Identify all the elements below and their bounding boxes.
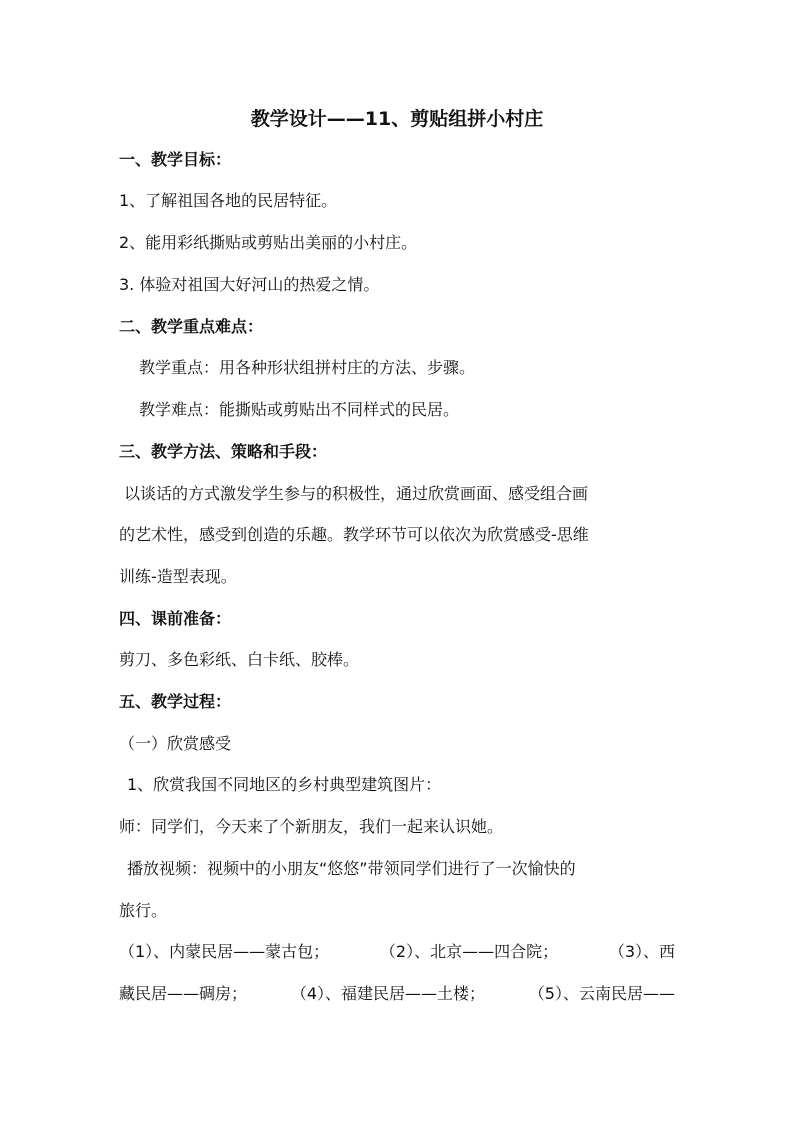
method-paragraph-line-2: 的艺术性，感受到创造的乐趣。教学环节可以依次为欣赏感受-思维 <box>119 525 589 544</box>
dwelling-list-line-1 <box>119 942 675 962</box>
difficult-point-text: 教学难点：能撕贴或剪贴出不同样式的民居。 <box>139 400 460 419</box>
method-paragraph-line-3: 训练-造型表现。 <box>119 567 237 586</box>
teacher-line: 师：同学们，今天来了个新朋友，我们一起来认识她。 <box>119 817 504 836</box>
objective-item-2: 2、能用彩纸撕贴或剪贴出美丽的小村庄。 <box>119 233 418 252</box>
key-point-text: 教学重点：用各种形状组拼村庄的方法、步骤。 <box>139 358 476 377</box>
section-2-heading: 二、教学重点难点： <box>119 317 264 336</box>
method-paragraph-line-1: 以谈话的方式激发学生参与的积极性，通过欣赏画面、感受组合画 <box>124 484 589 503</box>
objective-item-3: 3. 体验对祖国大好河山的热爱之情。 <box>119 275 380 294</box>
video-paragraph-line-1: 播放视频：视频中的小朋友“悠悠”带领同学们进行了一次愉快的 <box>127 859 576 878</box>
dwelling-item-tibet-start: （3）、西 <box>608 942 675 961</box>
subsection-appreciation: （一）欣赏感受 <box>119 734 232 753</box>
section-3-heading: 三、教学方法、策略和手段： <box>119 442 328 461</box>
dwelling-item-beijing: （2）、北京——四合院； <box>379 942 559 961</box>
section-5-heading: 五、教学过程： <box>119 692 232 711</box>
process-item-1: 1、欣赏我国不同地区的乡村典型建筑图片： <box>127 775 442 794</box>
dwelling-item-yunnan: （5）、云南民居—— <box>528 984 675 1003</box>
section-1-heading: 一、教学目标： <box>119 150 232 169</box>
dwelling-item-fujian: （4）、福建民居——土楼； <box>290 984 485 1003</box>
video-paragraph-line-2: 旅行。 <box>119 901 168 920</box>
dwelling-item-mongolia: （1）、内蒙民居——蒙古包； <box>119 942 330 961</box>
dwelling-list-line-2 <box>119 984 675 1004</box>
document-title: 教学设计——11、剪贴组拼小村庄 <box>250 108 544 130</box>
dwelling-item-tibet-end: 藏民居——碉房； <box>119 984 248 1003</box>
objective-item-1: 1、了解祖国各地的民居特征。 <box>119 191 338 210</box>
materials-text: 剪刀、多色彩纸、白卡纸、胶棒。 <box>119 650 360 669</box>
section-4-heading: 四、课前准备： <box>119 609 232 628</box>
